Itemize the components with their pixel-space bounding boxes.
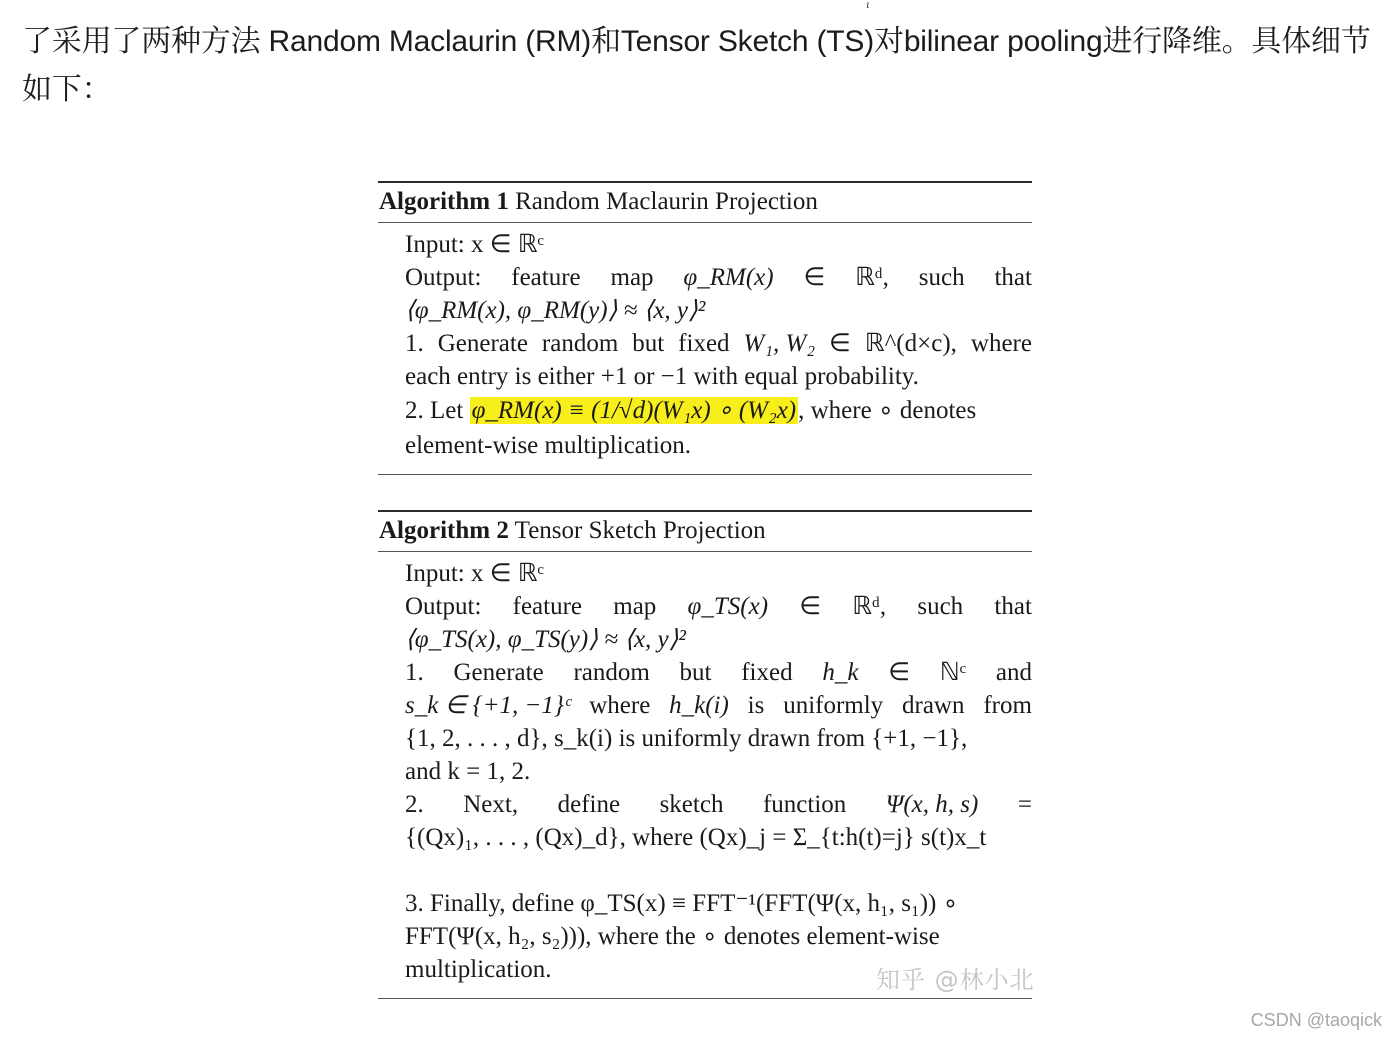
algo2-step2	[405, 788, 1032, 821]
algo1-step1	[405, 327, 1032, 360]
word: uniformly	[783, 692, 884, 719]
algorithm-1-title: Random Maclaurin Projection	[515, 188, 818, 215]
word: random	[573, 659, 650, 686]
algo1-step2	[405, 393, 1032, 429]
word: 1.	[405, 330, 424, 357]
math: ∈	[829, 330, 851, 357]
math: W₁, W₂	[743, 330, 816, 357]
word: random	[541, 330, 619, 357]
word: from	[983, 692, 1032, 719]
word: fixed	[678, 330, 730, 357]
algo2-step3-line2: FFT(Ψ(x, h₂, s₂))), where the ∘ denotes element-wise	[405, 923, 940, 950]
algo1-step2-cont: element-wise multiplication.	[405, 432, 692, 459]
top-rule	[378, 510, 1032, 512]
algo2-step1-line3: {1, 2, . . . , d}, s_k(i) is uniformly drawn from {+1, −1},	[405, 725, 968, 752]
zhihu-watermark: 知乎 @林小北	[876, 966, 1035, 994]
word: Generate	[437, 330, 528, 357]
word: 1.	[405, 659, 424, 686]
algo2-step1-line2	[405, 689, 1032, 722]
math: ℝ^(d×c),	[864, 330, 957, 357]
algorithm-2-header	[378, 514, 1032, 548]
math: ℕᶜ	[939, 659, 967, 686]
math: h_k	[822, 659, 859, 686]
word: Output:	[405, 264, 482, 291]
csdn-credit: CSDN @taoqick	[1250, 1010, 1382, 1030]
algo2-step2-cont: {(Qx)₁, . . . , (Qx)_d}, where (Qx)_j = Σ_{t:h(t)=j} s(t)x_t	[405, 824, 987, 851]
algo1-step1-cont: each entry is either +1 or −1 with equal probability.	[405, 363, 919, 390]
word: such	[918, 264, 965, 291]
word: Output:	[405, 593, 482, 620]
word: but	[679, 659, 712, 686]
algo2-output	[405, 590, 1032, 623]
math: Ψ(x, h, s)	[885, 791, 979, 818]
word: but	[632, 330, 665, 357]
word: where	[970, 330, 1032, 357]
math: ℝᵈ,	[852, 593, 887, 620]
highlighted-formula: φ_RM(x) ≡ (1/√d)(W₁x) ∘ (W₂x)	[471, 397, 797, 424]
algo1-input: Input: x ∈ ℝᶜ	[405, 231, 544, 258]
word: , where ∘ denotes	[798, 397, 977, 424]
math: φ_RM(x)	[683, 264, 774, 291]
intro-paragraph: 了采用了两种方法 Random Maclaurin (RM)和Tensor Sketch (TS)对bilinear pooling进行降维。具体细节如下：	[22, 25, 1371, 106]
word: drawn	[902, 692, 965, 719]
algo2-step1-line4: and k = 1, 2.	[405, 758, 531, 785]
algorithm-2-box	[378, 510, 1032, 999]
algorithm-2-body	[378, 552, 1032, 986]
word: 2.	[405, 791, 424, 818]
algorithm-1-header	[378, 185, 1032, 219]
algo2-output-cont: ⟨φ_TS(x), φ_TS(y)⟩ ≈ ⟨x, y⟩²	[405, 626, 686, 653]
math: s_k ∈ {+1, −1}ᶜ	[405, 692, 571, 719]
algorithm-1-body	[378, 223, 1032, 462]
word: map	[613, 593, 657, 620]
algorithm-2-label: Algorithm 2	[379, 517, 509, 544]
math: ∈	[803, 264, 826, 291]
word: and	[995, 659, 1032, 686]
word: define	[557, 791, 621, 818]
math: h_k(i)	[669, 692, 729, 719]
algo2-input: Input: x ∈ ℝᶜ	[405, 560, 544, 587]
word: feature	[512, 593, 583, 620]
word: sketch	[659, 791, 724, 818]
algorithm-2-title: Tensor Sketch Projection	[514, 517, 766, 544]
algorithm-1-label: Algorithm 1	[379, 188, 509, 215]
algo2-step1	[405, 656, 1032, 689]
algo2-step3-line3: multiplication.	[405, 956, 552, 983]
algo1-output	[405, 261, 1032, 294]
algo2-step3-line1: 3. Finally, define φ_TS(x) ≡ FFT⁻¹(FFT(Ψ(x, h₁, s₁)) ∘	[405, 890, 959, 917]
bottom-rule	[378, 474, 1032, 475]
word: feature	[511, 264, 581, 291]
word: Next,	[463, 791, 519, 818]
top-rule	[378, 181, 1032, 183]
stray-glyph: ι	[866, 0, 870, 11]
word: Generate	[453, 659, 544, 686]
word: fixed	[741, 659, 793, 686]
word: that	[994, 264, 1032, 291]
word: such	[917, 593, 964, 620]
word: 2. Let	[405, 397, 464, 424]
word: where	[589, 692, 651, 719]
bottom-rule	[378, 998, 1032, 999]
math: ∈	[888, 659, 910, 686]
math: ∈	[799, 593, 822, 620]
word: is	[747, 692, 765, 719]
math: ℝᵈ,	[855, 264, 889, 291]
math: =	[1017, 791, 1032, 818]
algo1-output-cont: ⟨φ_RM(x), φ_RM(y)⟩ ≈ ⟨x, y⟩²	[405, 297, 706, 324]
word: that	[994, 593, 1032, 620]
math: φ_TS(x)	[687, 593, 769, 620]
word: function	[762, 791, 847, 818]
algorithm-1-box	[378, 181, 1032, 475]
word: map	[610, 264, 654, 291]
